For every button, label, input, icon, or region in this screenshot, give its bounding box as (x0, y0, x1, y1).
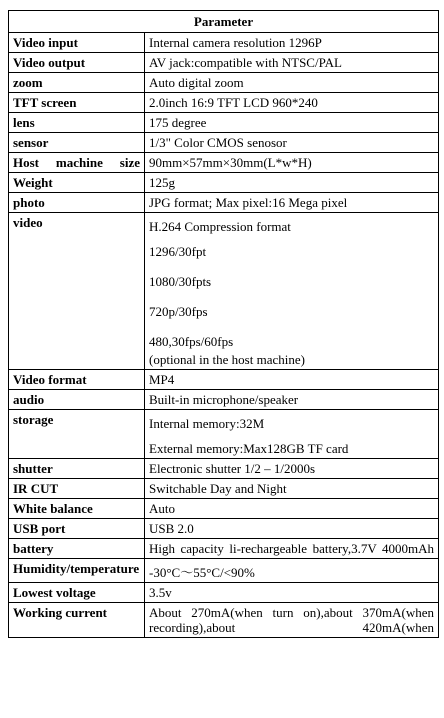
param-value: 125g (145, 173, 439, 193)
table-row (9, 390, 439, 410)
param-name: storage (9, 410, 145, 459)
param-value: 175 degree (145, 113, 439, 133)
param-name: Weight (9, 173, 145, 193)
table-row (9, 410, 439, 459)
table-row (9, 173, 439, 193)
param-name: Working current (9, 603, 145, 638)
table-row (9, 73, 439, 93)
table-row (9, 479, 439, 499)
param-value: 2.0inch 16:9 TFT LCD 960*240 (145, 93, 439, 113)
param-value: 1/3" Color CMOS senosor (145, 133, 439, 153)
value-line: Internal memory:32M (149, 416, 265, 431)
table-row (9, 93, 439, 113)
param-name: zoom (9, 73, 145, 93)
table-row (9, 559, 439, 583)
table-row (9, 370, 439, 390)
param-name: IR CUT (9, 479, 145, 499)
param-value: 90mm×57mm×30mm(L*w*H) (145, 153, 439, 173)
param-name: shutter (9, 459, 145, 479)
table-title: Parameter (9, 11, 439, 33)
param-name: sensor (9, 133, 145, 153)
value-line: External memory:Max128GB TF card (149, 441, 349, 456)
table-row (9, 459, 439, 479)
param-value: Built-in microphone/speaker (145, 390, 439, 410)
param-name: audio (9, 390, 145, 410)
table-row (9, 539, 439, 559)
param-name: Lowest voltage (9, 583, 145, 603)
param-name: lens (9, 113, 145, 133)
param-name: Host machine size (9, 153, 145, 173)
param-value: 3.5v (145, 583, 439, 603)
param-value: Auto (145, 499, 439, 519)
parameter-table (8, 10, 439, 638)
param-name: photo (9, 193, 145, 213)
param-value: -30°C～55°C/<90% (145, 559, 439, 583)
table-row (9, 133, 439, 153)
table-row (9, 193, 439, 213)
param-value: Internal camera resolution 1296P (145, 33, 439, 53)
param-value: Switchable Day and Night (145, 479, 439, 499)
param-name: White balance (9, 499, 145, 519)
table-row (9, 519, 439, 539)
spec-sheet (8, 10, 438, 638)
value-line: 720p/30fps (149, 304, 208, 319)
param-name: TFT screen (9, 93, 145, 113)
param-name: battery (9, 539, 145, 559)
param-value: JPG format; Max pixel:16 Mega pixel (145, 193, 439, 213)
table-row (9, 33, 439, 53)
value-line: 1080/30fpts (149, 274, 212, 289)
param-value: Auto digital zoom (145, 73, 439, 93)
param-value (145, 213, 439, 370)
param-value: MP4 (145, 370, 439, 390)
param-value: High capacity li-rechargeable battery,3.7V 4000mAh (145, 539, 439, 559)
value-line: H.264 Compression format (149, 219, 291, 234)
param-name: Video output (9, 53, 145, 73)
table-row (9, 113, 439, 133)
table-row (9, 53, 439, 73)
table-row (9, 153, 439, 173)
param-value: AV jack:compatible with NTSC/PAL (145, 53, 439, 73)
param-value: USB 2.0 (145, 519, 439, 539)
table-row (9, 603, 439, 638)
value-line: 1296/30fpt (149, 244, 207, 259)
param-name: video (9, 213, 145, 370)
value-line: (optional in the host machine) (149, 352, 305, 367)
param-name: Humidity/temperature (9, 559, 145, 583)
param-name: Video input (9, 33, 145, 53)
table-row (9, 583, 439, 603)
param-value: Electronic shutter 1/2 – 1/2000s (145, 459, 439, 479)
table-row (9, 499, 439, 519)
table-row (9, 213, 439, 370)
param-name: Video format (9, 370, 145, 390)
param-value (145, 410, 439, 459)
param-value: About 270mA(when turn on),about 370mA(when recording),about 420mA(when (145, 603, 439, 638)
value-line: 480,30fps/60fps (149, 334, 234, 349)
table-header-row (9, 11, 439, 33)
param-name: USB port (9, 519, 145, 539)
